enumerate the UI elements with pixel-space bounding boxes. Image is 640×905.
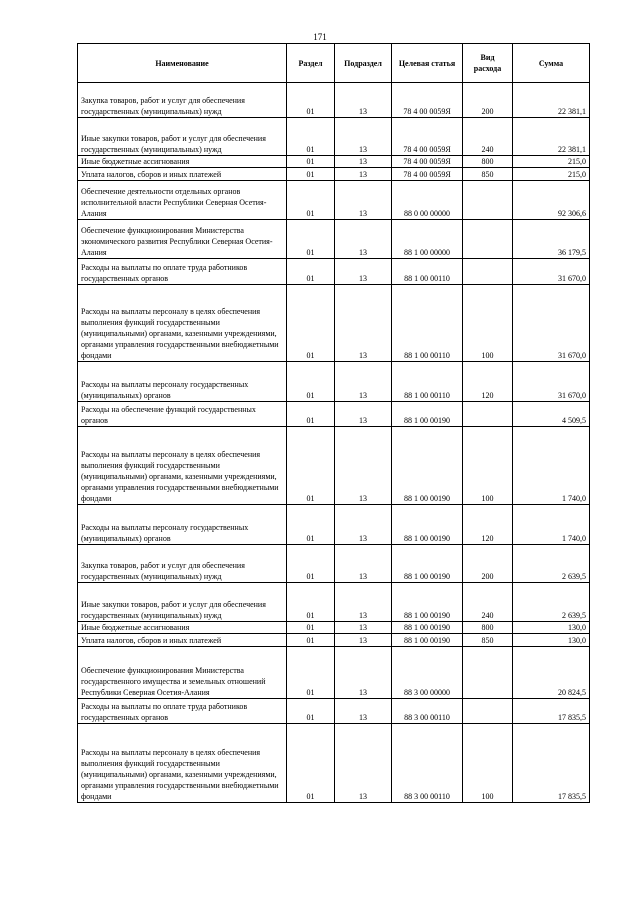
table-row xyxy=(78,634,590,647)
cell-name: Уплата налогов, сборов и иных платежей xyxy=(78,168,287,181)
cell-vid: 100 xyxy=(463,285,513,362)
cell-sum: 17 835,5 xyxy=(513,699,590,724)
cell-podrazdel: 13 xyxy=(335,583,392,622)
cell-vid: 240 xyxy=(463,118,513,156)
cell-name: Расходы на выплаты персоналу в целях обеспечения выполнения функций государственными (муниципальными) органами, казенными учреждениями, органами управления государственными внебюджетными фондами xyxy=(78,285,287,362)
cell-name: Расходы на выплаты персоналу государственных (муниципальных) органов xyxy=(78,505,287,545)
cell-name: Иные закупки товаров, работ и услуг для обеспечения государственных (муниципальных) нужд xyxy=(78,118,287,156)
cell-podrazdel: 13 xyxy=(335,634,392,647)
cell-name: Обеспечение функционирования Министерства экономического развития Республики Северная Осетия-Алания xyxy=(78,220,287,259)
budget-table xyxy=(77,43,590,803)
cell-sum: 215,0 xyxy=(513,156,590,168)
cell-razdel: 01 xyxy=(287,259,335,285)
cell-name: Расходы на выплаты по оплате труда работников государственных органов xyxy=(78,699,287,724)
cell-sum: 31 670,0 xyxy=(513,259,590,285)
cell-target: 88 1 00 00190 xyxy=(392,634,463,647)
cell-vid: 800 xyxy=(463,622,513,634)
cell-sum: 2 639,5 xyxy=(513,583,590,622)
cell-razdel: 01 xyxy=(287,647,335,699)
cell-target: 88 1 00 00190 xyxy=(392,505,463,545)
cell-target: 88 1 00 00190 xyxy=(392,402,463,427)
table-row xyxy=(78,220,590,259)
cell-podrazdel: 13 xyxy=(335,545,392,583)
cell-razdel: 01 xyxy=(287,156,335,168)
cell-razdel: 01 xyxy=(287,622,335,634)
cell-sum: 1 740,0 xyxy=(513,427,590,505)
cell-vid: 120 xyxy=(463,505,513,545)
cell-name: Обеспечение деятельности отдельных органов исполнительной власти Республики Северная Осетия-Алания xyxy=(78,181,287,220)
column-header-sum: Сумма xyxy=(513,44,590,83)
cell-podrazdel: 13 xyxy=(335,505,392,545)
cell-vid xyxy=(463,647,513,699)
cell-razdel: 01 xyxy=(287,168,335,181)
column-header-podrazdel: Подраздел xyxy=(335,44,392,83)
cell-sum: 22 381,1 xyxy=(513,118,590,156)
cell-name: Закупка товаров, работ и услуг для обеспечения государственных (муниципальных) нужд xyxy=(78,545,287,583)
cell-razdel: 01 xyxy=(287,634,335,647)
cell-sum: 4 509,5 xyxy=(513,402,590,427)
cell-podrazdel: 13 xyxy=(335,362,392,402)
table-row xyxy=(78,285,590,362)
cell-sum: 36 179,5 xyxy=(513,220,590,259)
table-row xyxy=(78,181,590,220)
cell-sum: 17 835,5 xyxy=(513,724,590,803)
cell-sum: 130,0 xyxy=(513,634,590,647)
cell-podrazdel: 13 xyxy=(335,724,392,803)
cell-target: 78 4 00 0059Я xyxy=(392,156,463,168)
cell-name: Уплата налогов, сборов и иных платежей xyxy=(78,634,287,647)
cell-razdel: 01 xyxy=(287,285,335,362)
cell-name: Иные закупки товаров, работ и услуг для обеспечения государственных (муниципальных) нужд xyxy=(78,583,287,622)
cell-target: 78 4 00 0059Я xyxy=(392,83,463,118)
cell-vid: 240 xyxy=(463,583,513,622)
cell-razdel: 01 xyxy=(287,181,335,220)
cell-target: 78 4 00 0059Я xyxy=(392,118,463,156)
cell-target: 78 4 00 0059Я xyxy=(392,168,463,181)
cell-sum: 22 381,1 xyxy=(513,83,590,118)
cell-vid xyxy=(463,259,513,285)
cell-vid: 200 xyxy=(463,545,513,583)
table-row xyxy=(78,545,590,583)
cell-name: Иные бюджетные ассигнования xyxy=(78,156,287,168)
column-header-name: Наименование xyxy=(78,44,287,83)
table-row xyxy=(78,156,590,168)
cell-razdel: 01 xyxy=(287,427,335,505)
table-row xyxy=(78,402,590,427)
table-row xyxy=(78,583,590,622)
cell-name: Обеспечение функционирования Министерства государственного имущества и земельных отношений Республики Северная Осетия-Алания xyxy=(78,647,287,699)
cell-sum: 1 740,0 xyxy=(513,505,590,545)
cell-target: 88 3 00 00110 xyxy=(392,724,463,803)
cell-razdel: 01 xyxy=(287,402,335,427)
cell-podrazdel: 13 xyxy=(335,699,392,724)
table-row xyxy=(78,699,590,724)
cell-target: 88 1 00 00190 xyxy=(392,622,463,634)
cell-target: 88 1 00 00190 xyxy=(392,545,463,583)
page-number: 171 xyxy=(313,32,327,42)
cell-target: 88 1 00 00000 xyxy=(392,220,463,259)
cell-podrazdel: 13 xyxy=(335,285,392,362)
table-row xyxy=(78,724,590,803)
cell-name: Расходы на выплаты персоналу государственных (муниципальных) органов xyxy=(78,362,287,402)
cell-sum: 215,0 xyxy=(513,168,590,181)
cell-razdel: 01 xyxy=(287,118,335,156)
cell-target: 88 1 00 00110 xyxy=(392,362,463,402)
cell-name: Закупка товаров, работ и услуг для обеспечения государственных (муниципальных) нужд xyxy=(78,83,287,118)
column-header-razdel: Раздел xyxy=(287,44,335,83)
cell-podrazdel: 13 xyxy=(335,181,392,220)
table-row xyxy=(78,427,590,505)
cell-sum: 31 670,0 xyxy=(513,285,590,362)
cell-vid: 100 xyxy=(463,724,513,803)
table-row xyxy=(78,622,590,634)
cell-sum: 31 670,0 xyxy=(513,362,590,402)
cell-podrazdel: 13 xyxy=(335,622,392,634)
cell-podrazdel: 13 xyxy=(335,402,392,427)
cell-sum: 92 306,6 xyxy=(513,181,590,220)
table-header-row xyxy=(78,44,590,83)
cell-podrazdel: 13 xyxy=(335,168,392,181)
cell-vid: 850 xyxy=(463,168,513,181)
cell-vid xyxy=(463,220,513,259)
cell-podrazdel: 13 xyxy=(335,259,392,285)
cell-name: Расходы на выплаты по оплате труда работников государственных органов xyxy=(78,259,287,285)
table-row xyxy=(78,259,590,285)
table-row xyxy=(78,83,590,118)
cell-vid xyxy=(463,402,513,427)
cell-name: Расходы на выплаты персоналу в целях обеспечения выполнения функций государственными (муниципальными) органами, казенными учреждениями, органами управления государственными внебюджетными фондами xyxy=(78,427,287,505)
cell-vid: 100 xyxy=(463,427,513,505)
cell-name: Расходы на обеспечение функций государственных органов xyxy=(78,402,287,427)
cell-target: 88 1 00 00190 xyxy=(392,427,463,505)
cell-podrazdel: 13 xyxy=(335,83,392,118)
cell-target: 88 1 00 00110 xyxy=(392,285,463,362)
cell-vid: 800 xyxy=(463,156,513,168)
table-row xyxy=(78,647,590,699)
cell-podrazdel: 13 xyxy=(335,156,392,168)
cell-target: 88 3 00 00000 xyxy=(392,647,463,699)
column-header-target: Целевая статья xyxy=(392,44,463,83)
cell-razdel: 01 xyxy=(287,83,335,118)
cell-podrazdel: 13 xyxy=(335,118,392,156)
cell-razdel: 01 xyxy=(287,545,335,583)
cell-sum: 2 639,5 xyxy=(513,545,590,583)
cell-razdel: 01 xyxy=(287,220,335,259)
cell-razdel: 01 xyxy=(287,699,335,724)
column-header-vid: Вид расхода xyxy=(463,44,513,83)
cell-name: Расходы на выплаты персоналу в целях обеспечения выполнения функций государственными (муниципальными) органами, казенными учреждениями, органами управления государственными внебюджетными фондами xyxy=(78,724,287,803)
table-row xyxy=(78,362,590,402)
cell-vid xyxy=(463,699,513,724)
cell-name: Иные бюджетные ассигнования xyxy=(78,622,287,634)
cell-razdel: 01 xyxy=(287,505,335,545)
cell-sum: 130,0 xyxy=(513,622,590,634)
cell-podrazdel: 13 xyxy=(335,427,392,505)
cell-razdel: 01 xyxy=(287,583,335,622)
cell-target: 88 3 00 00110 xyxy=(392,699,463,724)
cell-sum: 20 824,5 xyxy=(513,647,590,699)
cell-vid: 120 xyxy=(463,362,513,402)
cell-vid: 850 xyxy=(463,634,513,647)
cell-razdel: 01 xyxy=(287,724,335,803)
cell-target: 88 1 00 00190 xyxy=(392,583,463,622)
cell-podrazdel: 13 xyxy=(335,647,392,699)
table-row xyxy=(78,118,590,156)
cell-podrazdel: 13 xyxy=(335,220,392,259)
cell-razdel: 01 xyxy=(287,362,335,402)
cell-target: 88 1 00 00110 xyxy=(392,259,463,285)
table-row xyxy=(78,168,590,181)
cell-vid: 200 xyxy=(463,83,513,118)
cell-vid xyxy=(463,181,513,220)
table-row xyxy=(78,505,590,545)
cell-target: 88 0 00 00000 xyxy=(392,181,463,220)
